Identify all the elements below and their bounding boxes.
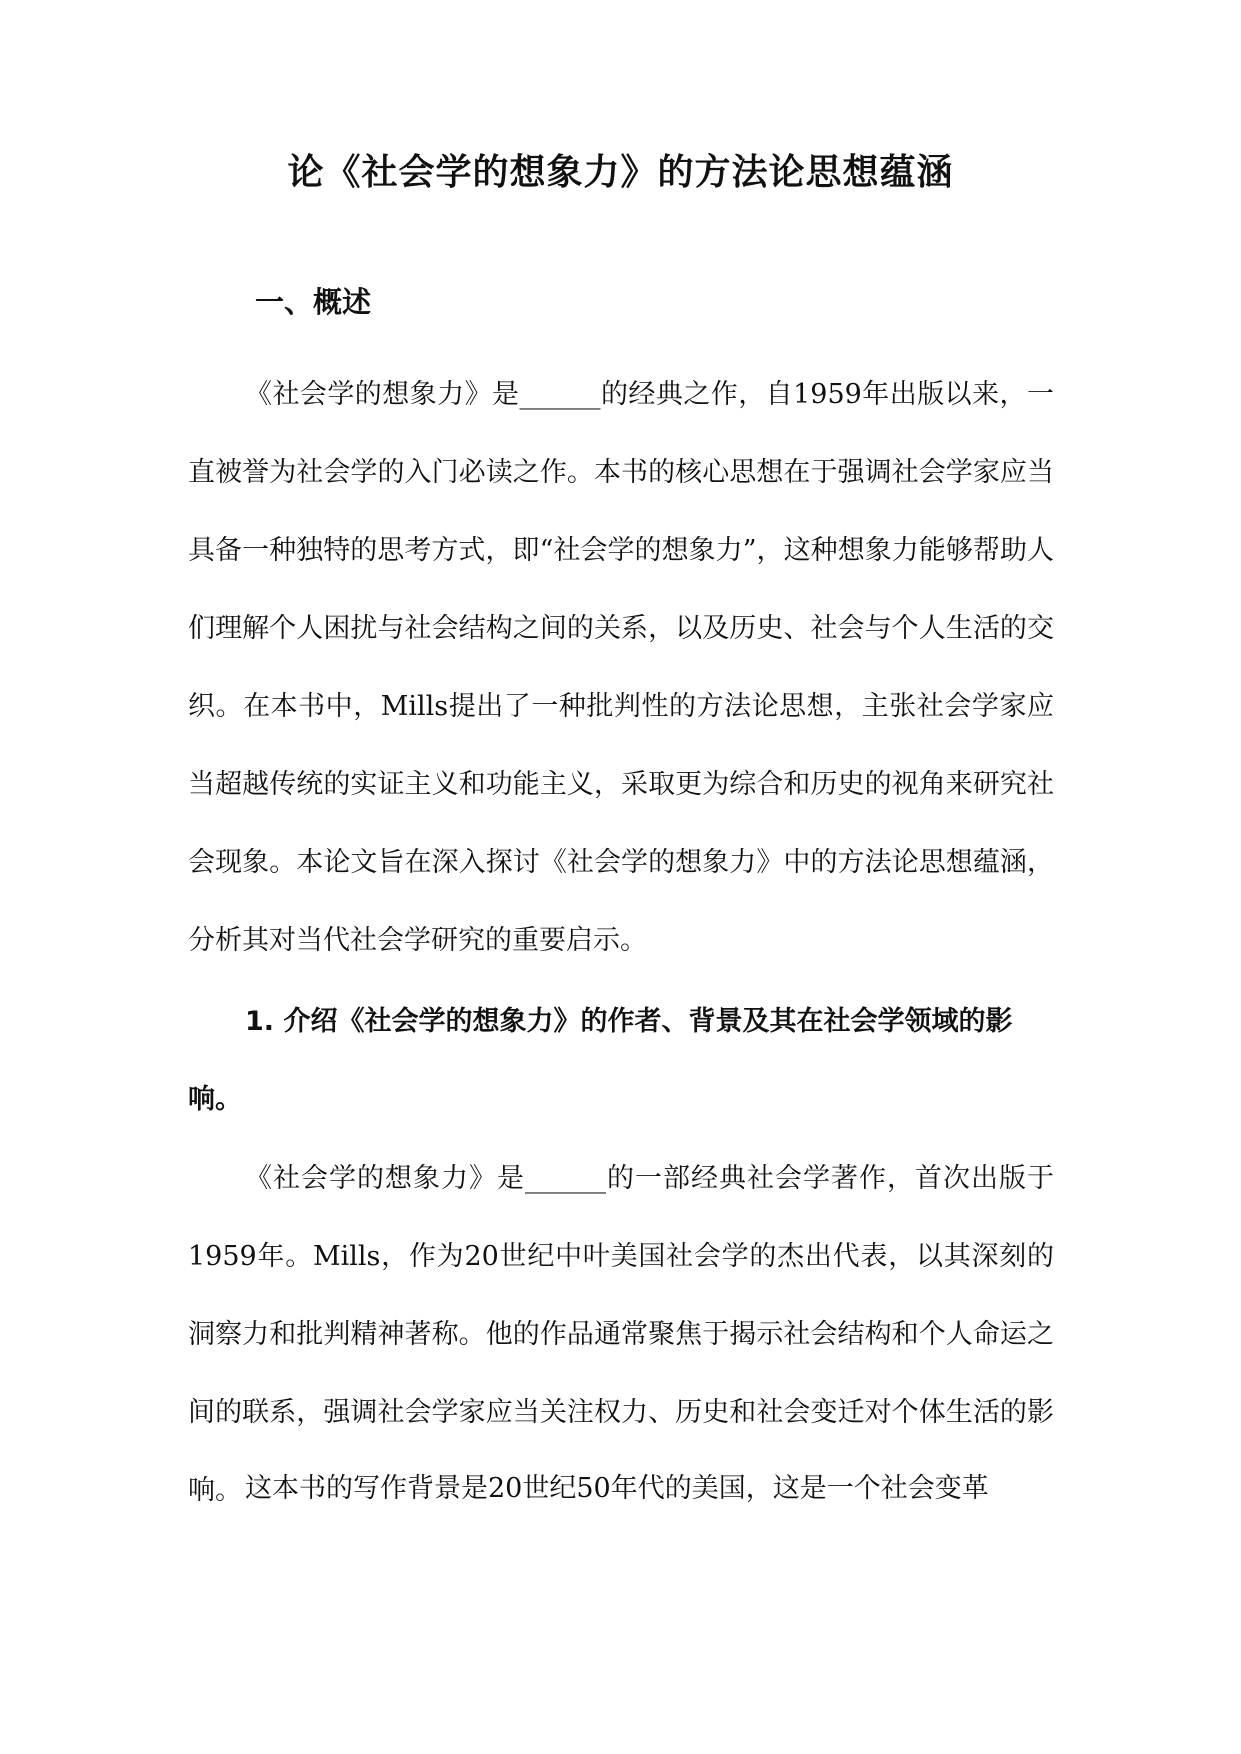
overview-paragraph: 《社会学的想象力》是______的经典之作，自1959年出版以来，一直被誉为社会学的入门必读之作。本书的核心思想在于强调社会学家应当具备一种独特的思考方式，即“社会学的想象力”，这种想象力能够帮助人们理解个人困扰与社会结构之间的关系，以及历史、社会与个人生活的交织。在本书中，Mills提出了一种批判性的方法论思想，主张社会学家应当超越传统的实证主义和功能主义，采取更为综合和历史的视角来研究社会现象。本论文旨在深入探讨《社会学的想象力》中的方法论思想蕴涵，分析其对当代社会学研究的重要启示。: [188, 379, 1054, 956]
document-title: 论《社会学的想象力》的方法论思想蕴涵: [287, 152, 954, 193]
background-paragraph: 这本书的写作背景是20世纪50年代的美国，这是一个社会变革: [245, 1473, 989, 1504]
subsection-heading-author-background: 1. 介绍《社会学的想象力》的作者、背景及其在社会学领域的影响。: [188, 1006, 1013, 1115]
author-paragraph: 《社会学的想象力》是______的一部经典社会学著作，首次出版于1959年。Mills，作为20世纪中叶美国社会学的杰出代表，以其深刻的洞察力和批判精神著称。他的作品通常聚焦于揭示社会结构和个人命运之间的联系，强调社会学家应当关注权力、历史和社会变迁对个体生活的影响。: [188, 1163, 1054, 1506]
section-heading-overview: 一、概述: [255, 285, 372, 319]
